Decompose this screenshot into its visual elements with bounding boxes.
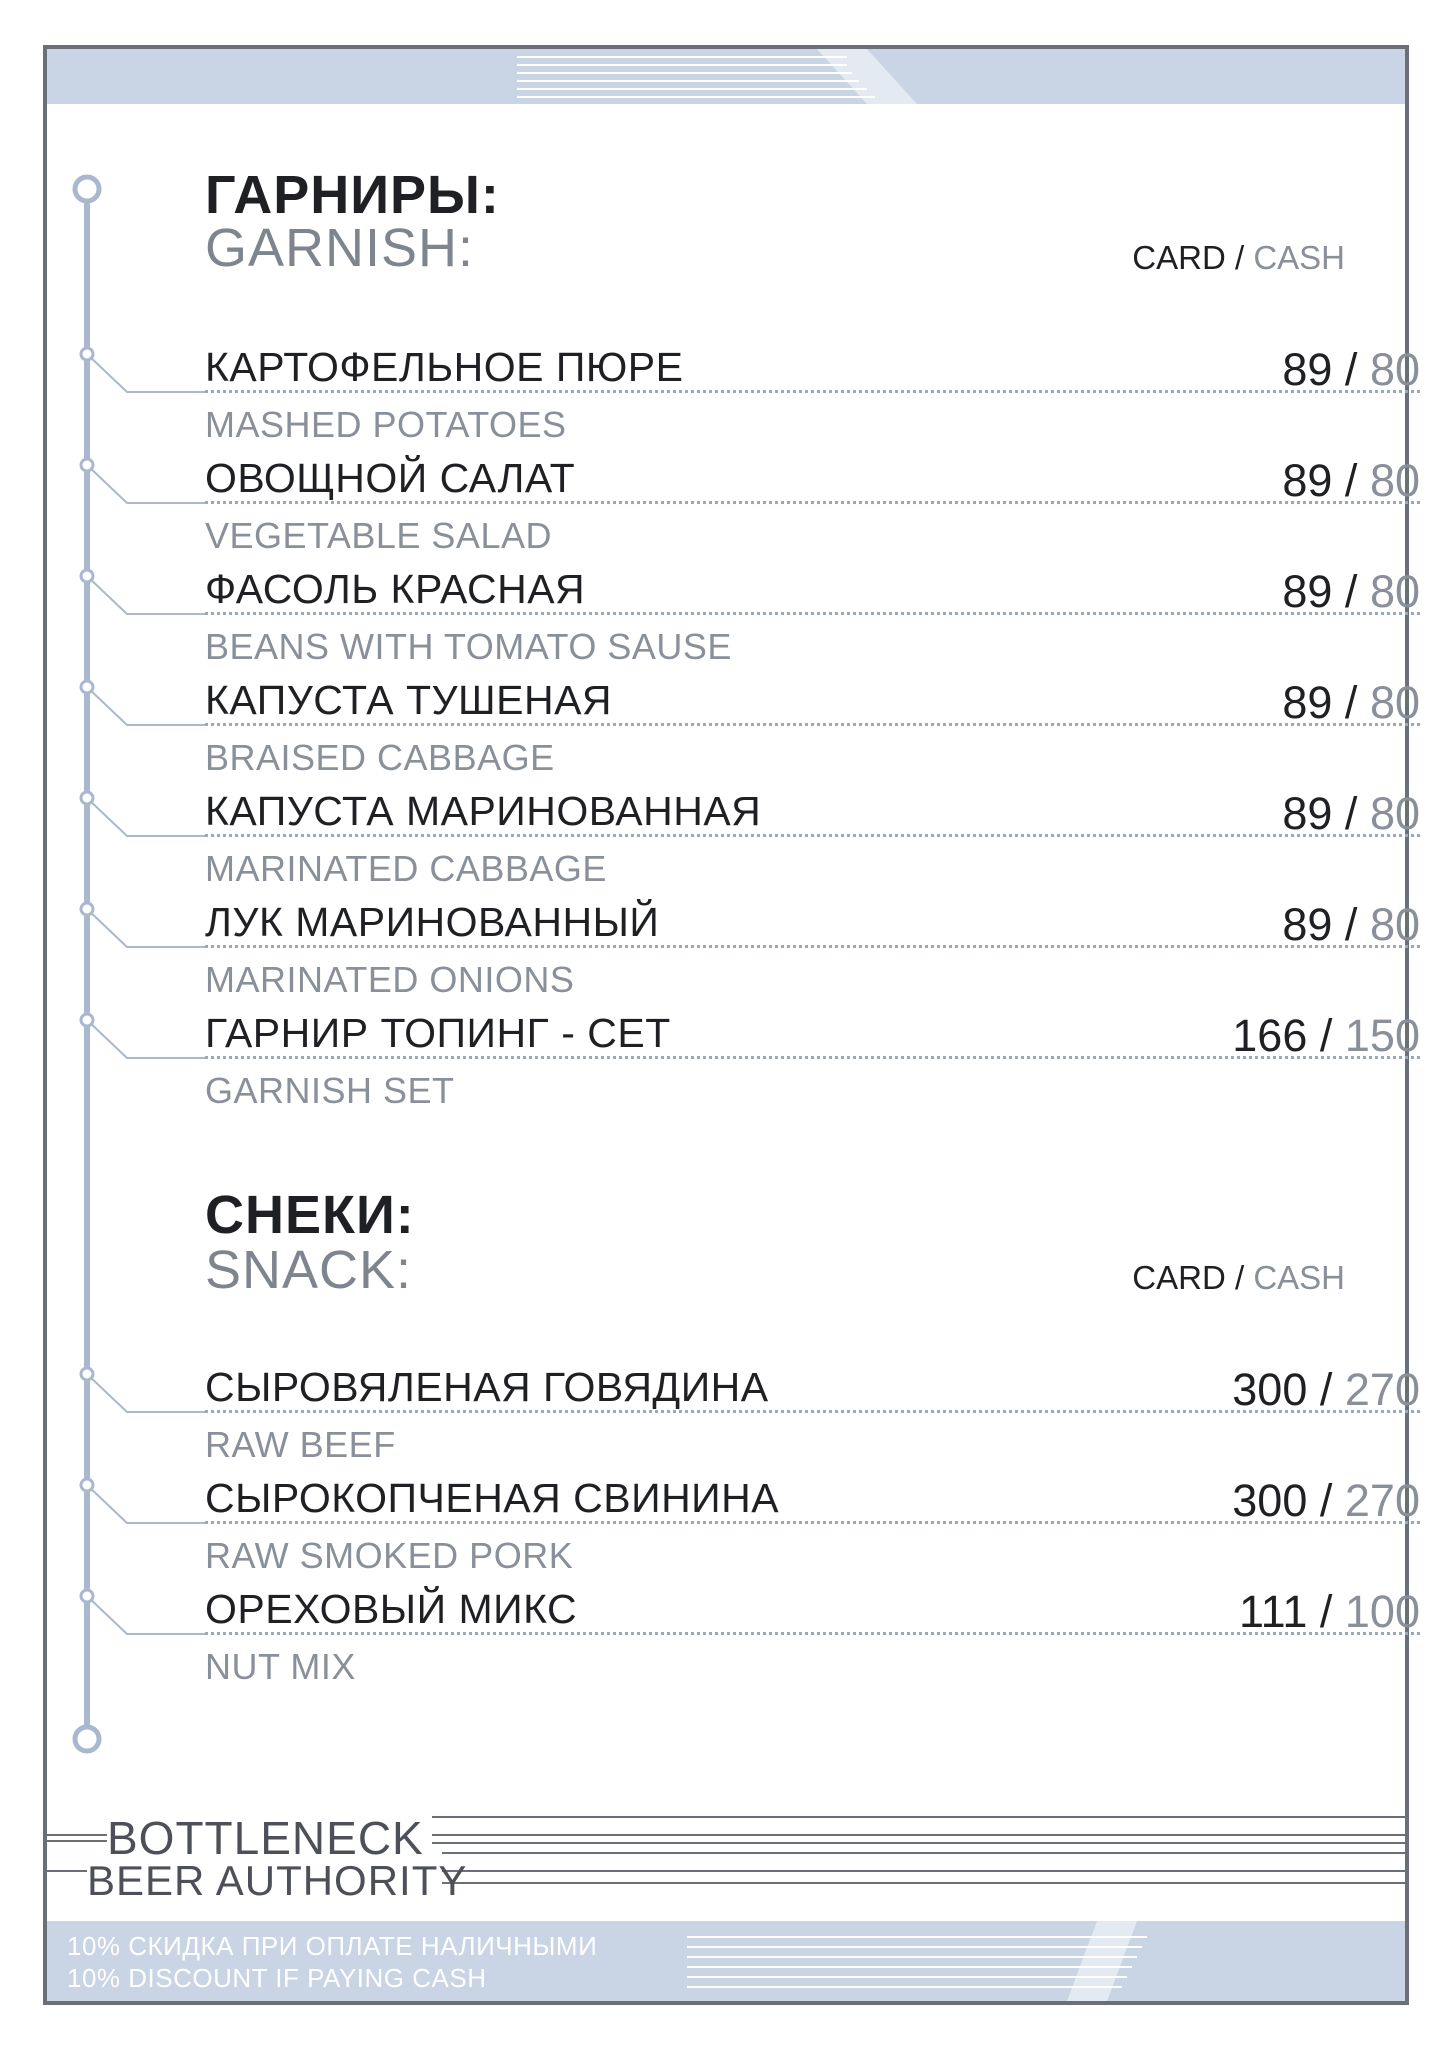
price-card: 89 — [1282, 455, 1333, 506]
timeline-node — [81, 903, 93, 915]
price-separator: / — [1344, 677, 1358, 728]
item-name-en: GARNISH SET — [205, 1070, 455, 1111]
cash-label: CASH — [1253, 1259, 1345, 1296]
price-separator: / — [1344, 566, 1358, 617]
timeline-connector — [87, 798, 207, 836]
timeline-connector — [87, 1374, 207, 1412]
timeline-node — [81, 570, 93, 582]
item-name-ru: ФАСОЛЬ КРАСНАЯ — [205, 566, 586, 612]
menu-item — [205, 899, 1420, 1009]
item-name-en: RAW SMOKED PORK — [205, 1535, 574, 1576]
price-cash: 80 — [1369, 788, 1420, 839]
price-card: 166 — [1232, 1010, 1308, 1061]
item-name-en: VEGETABLE SALAD — [205, 515, 552, 556]
item-name-ru: ГАРНИР ТОПИНГ - СЕТ — [205, 1010, 671, 1056]
price-card: 300 — [1232, 1475, 1308, 1526]
menu-item — [205, 455, 1420, 565]
price-separator: / — [1319, 1586, 1333, 1637]
item-name-ru: СЫРОВЯЛЕНАЯ ГОВЯДИНА — [205, 1364, 769, 1410]
price-separator: / — [1344, 788, 1358, 839]
top-decorative-band — [47, 49, 1405, 104]
item-name-en: BRAISED CABBAGE — [205, 737, 555, 778]
card-label: CARD — [1132, 239, 1226, 276]
price-card: 111 — [1238, 1586, 1308, 1637]
price-separator: / — [1344, 455, 1358, 506]
item-name-ru: КАПУСТА МАРИНОВАННАЯ — [205, 788, 762, 834]
card-label: CARD — [1132, 1259, 1226, 1296]
item-price — [1239, 1586, 1420, 1638]
price-cash: 150 — [1344, 1010, 1420, 1061]
price-card: 89 — [1282, 344, 1333, 395]
timeline-node — [81, 1368, 93, 1380]
menu-item — [205, 1010, 1420, 1120]
item-name-ru: ОВОЩНОЙ САЛАТ — [205, 455, 576, 501]
price-separator: / — [1319, 1364, 1333, 1415]
price-header-snack — [1132, 1259, 1345, 1297]
price-cash: 80 — [1369, 677, 1420, 728]
price-cash: 80 — [1369, 455, 1420, 506]
item-price — [1232, 1010, 1420, 1062]
price-card: 89 — [1282, 677, 1333, 728]
item-name-en: BEANS WITH TOMATO SAUSE — [205, 626, 732, 667]
footer-discount-ru: 10% СКИДКА ПРИ ОПЛАТЕ НАЛИЧНЫМИ — [67, 1931, 598, 1961]
item-name-ru: КАПУСТА ТУШЕНАЯ — [205, 677, 613, 723]
price-card: 89 — [1282, 788, 1333, 839]
menu-item — [205, 1475, 1420, 1585]
menu-item — [205, 788, 1420, 898]
menu-item — [205, 677, 1420, 787]
bottom-decorative-band — [47, 1921, 1405, 2001]
timeline-connector — [87, 576, 207, 614]
price-cash: 270 — [1344, 1475, 1420, 1526]
timeline-node — [81, 792, 93, 804]
section-title-snack-en: SNACK: — [205, 1240, 413, 1300]
price-separator: / — [1234, 1259, 1245, 1296]
item-name-ru: ОРЕХОВЫЙ МИКС — [205, 1586, 578, 1632]
item-price — [1282, 344, 1420, 396]
price-card: 300 — [1232, 1364, 1308, 1415]
item-price — [1282, 899, 1420, 951]
brand-name: BOTTLENECK — [107, 1812, 424, 1864]
item-price — [1232, 1364, 1420, 1416]
item-name-en: MARINATED CABBAGE — [205, 848, 607, 889]
price-cash: 80 — [1369, 566, 1420, 617]
menu-item — [205, 1364, 1420, 1474]
timeline-connector — [87, 1596, 207, 1634]
item-name-en: RAW BEEF — [205, 1424, 396, 1465]
menu-page — [43, 45, 1420, 2005]
section-title-garnish-ru: ГАРНИРЫ: — [205, 165, 500, 225]
brand-tagline: BEER AUTHORITY — [87, 1857, 468, 1904]
price-header-garnish — [1132, 239, 1345, 277]
price-cash: 270 — [1344, 1364, 1420, 1415]
timeline-connector — [87, 354, 207, 392]
price-separator: / — [1319, 1010, 1333, 1061]
item-name-ru: ЛУК МАРИНОВАННЫЙ — [205, 899, 660, 945]
item-name-en: MASHED POTATOES — [205, 404, 567, 445]
item-price — [1282, 788, 1420, 840]
top-stripes-decoration — [47, 49, 1405, 104]
menu-item — [205, 344, 1420, 454]
footer-discount-en: 10% DISCOUNT IF PAYING CASH — [67, 1963, 487, 1993]
timeline-connector — [87, 687, 207, 725]
item-price — [1282, 677, 1420, 729]
price-separator: / — [1344, 344, 1358, 395]
timeline-connector — [87, 1485, 207, 1523]
item-name-en: NUT MIX — [205, 1646, 356, 1687]
price-cash: 100 — [1344, 1586, 1420, 1637]
item-price — [1282, 566, 1420, 618]
timeline-node — [81, 1479, 93, 1491]
menu-item — [205, 566, 1420, 676]
price-separator: / — [1344, 899, 1358, 950]
cash-label: CASH — [1253, 239, 1345, 276]
timeline-connector — [87, 909, 207, 947]
timeline-connector — [87, 465, 207, 503]
section-title-garnish-en: GARNISH: — [205, 218, 475, 278]
timeline-node — [81, 348, 93, 360]
price-cash: 80 — [1369, 899, 1420, 950]
timeline-node — [81, 1590, 93, 1602]
timeline-node — [81, 1014, 93, 1026]
price-card: 89 — [1282, 566, 1333, 617]
item-name-ru: КАРТОФЕЛЬНОЕ ПЮРЕ — [205, 344, 684, 390]
item-price — [1282, 455, 1420, 507]
item-name-en: MARINATED ONIONS — [205, 959, 575, 1000]
timeline-node — [81, 459, 93, 471]
price-separator: / — [1319, 1475, 1333, 1526]
price-cash: 80 — [1369, 344, 1420, 395]
timeline-node — [81, 681, 93, 693]
timeline-connector — [87, 1020, 207, 1058]
item-name-ru: СЫРОКОПЧЕНАЯ СВИНИНА — [205, 1475, 780, 1521]
menu-item — [205, 1586, 1420, 1696]
item-price — [1232, 1475, 1420, 1527]
price-separator: / — [1234, 239, 1245, 276]
section-title-snack-ru: СНЕКИ: — [205, 1185, 415, 1245]
price-card: 89 — [1282, 899, 1333, 950]
